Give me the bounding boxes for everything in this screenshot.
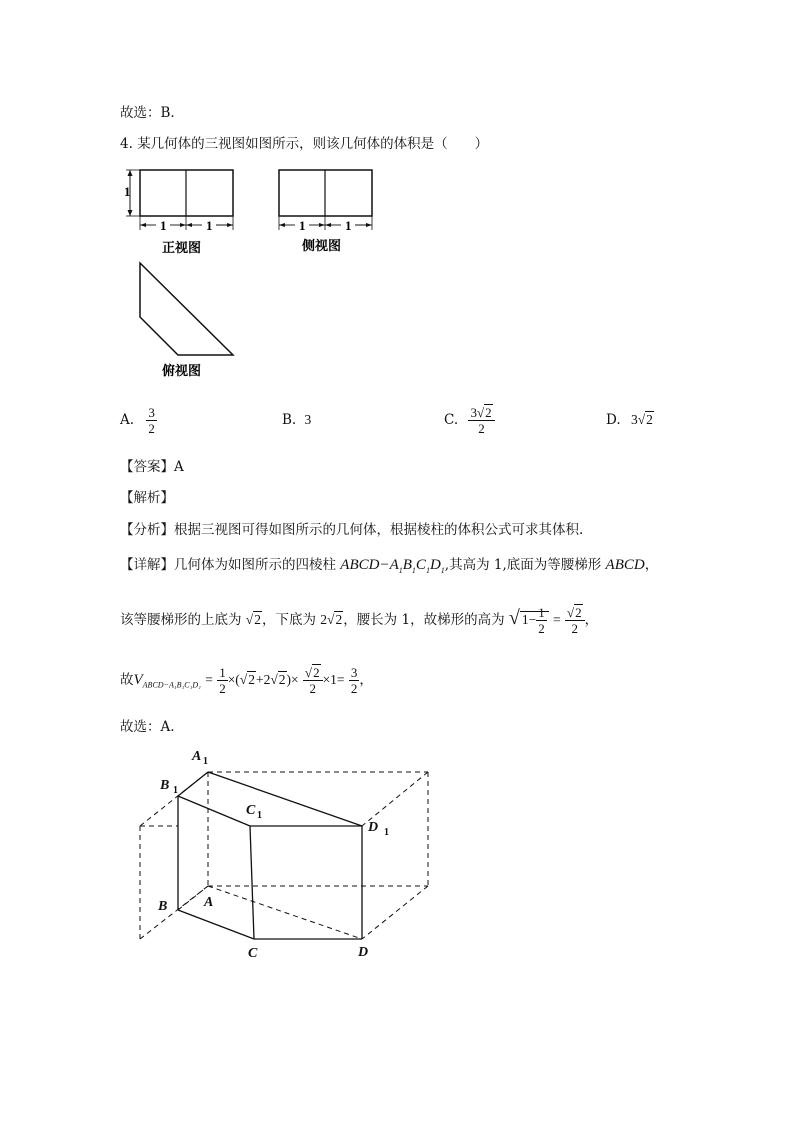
half-den: 2: [538, 621, 545, 637]
detail-line-1: 【详解】几何体为如图所示的四棱柱 $ABCD-A_1B_1C_1D_1$,其高为 1,底面为等腰梯形 ABCD，: [120, 557, 659, 575]
label-A: A: [204, 895, 214, 910]
option-b[interactable]: [282, 411, 311, 429]
question-text: 某几何体的三视图如图所示，则该几何体的体积是（ ）: [137, 136, 489, 152]
label-D1: D: [368, 820, 379, 835]
detail-line-3: 故$V_{ABCD-A_1B_1C_1D_1}$ = $\frac{1}{2}$ ×(√2+2√2)× $\frac{√2}{2}$ ×1= $\frac{3}{2}$ ，: [120, 665, 373, 696]
top-view-caption: 俯视图: [162, 363, 202, 378]
option-b-label: B.: [282, 412, 297, 428]
fenxi-tag: 【分析】: [120, 522, 174, 538]
front-view-caption: 正视图: [162, 240, 202, 255]
vol-r2-c: 2: [313, 665, 320, 680]
line2-a: 该等腰梯形的上底为: [120, 612, 242, 628]
option-d-coef: 3: [630, 412, 638, 427]
answer-line: [120, 458, 184, 476]
option-b-value: 3: [304, 412, 312, 427]
three-views-figure: [118, 162, 388, 387]
option-c-denominator: 2: [478, 421, 485, 436]
top-view-trapezoid: [140, 263, 233, 355]
line2-c: ，腰长为 1，故梯形的高为: [343, 612, 505, 628]
prism-name: ABCD−A: [340, 557, 399, 573]
option-a[interactable]: [120, 398, 157, 442]
detail-text-2: ,其高为 1,底面为等腰梯形: [444, 557, 602, 573]
side-width-label-1: 1: [299, 218, 306, 233]
label-C1: C: [246, 803, 256, 818]
prev-answer: 故选：B.: [120, 105, 175, 121]
line2-b: ，下底为: [261, 612, 316, 628]
fenxi-text: 根据三视图可得如图所示的几何体，根据棱柱的体积公式可求其体积.: [174, 522, 584, 538]
vol-r2-a: 2: [248, 672, 255, 687]
option-d[interactable]: D. 3√2: [606, 412, 653, 428]
option-a-denominator: 2: [148, 421, 155, 436]
vol-expr-c: )×: [286, 672, 299, 687]
lower-base-radicand: 2: [335, 612, 343, 627]
question-stem: [120, 135, 488, 153]
volume-subscript: ABCD−A₁B₁C₁D₁: [142, 680, 201, 690]
vol-result-num: 3: [350, 665, 358, 680]
option-a-numerator: 3: [148, 405, 155, 420]
vol-result-den: 2: [350, 681, 358, 696]
analysis-tag: 【解析】: [120, 490, 174, 506]
height-sqrt-inner: 1−: [521, 612, 537, 627]
fenxi-line: [120, 521, 583, 539]
height-sqrt: √: [508, 607, 520, 629]
question-number: 4.: [120, 136, 133, 152]
label-A1-sub: 1: [203, 756, 208, 767]
detail-tag: 【详解】: [120, 557, 174, 573]
prism-figure: [130, 740, 440, 970]
detail-line-2: 该等腰梯形的上底为 √2，下底为 2√2，腰长为 1，故梯形的高为 √ 1− $\frac{1}{2}$ = $\frac{√2}{2}$ ，: [120, 605, 599, 637]
height-result-radicand: 2: [575, 605, 582, 620]
label-A1: A: [192, 749, 202, 764]
detail-text-1: 几何体为如图所示的四棱柱: [174, 557, 336, 573]
answer-value: A: [174, 459, 184, 475]
option-c-label: C.: [444, 412, 459, 428]
option-c-coef: 3: [470, 405, 477, 420]
label-C: C: [248, 946, 258, 961]
label-B1-sub: 1: [173, 785, 178, 796]
option-a-label: A.: [120, 412, 135, 428]
label-B1: B: [160, 778, 170, 793]
upper-base-radicand: 2: [254, 612, 261, 627]
conclusion: 故选：A.: [120, 719, 175, 735]
vol-half-num: 1: [219, 665, 226, 680]
vol-r2-b: 2: [278, 672, 286, 687]
vol-expr-d: ×1=: [322, 672, 345, 687]
answer-tag: 【答案】: [120, 459, 174, 475]
option-d-radicand: 2: [646, 412, 653, 427]
vol-expr-b: +2: [255, 672, 271, 687]
vol-expr-a: ×(: [227, 672, 240, 687]
side-width-label-2: 1: [345, 218, 352, 233]
label-D: D: [358, 945, 369, 960]
label-B: B: [158, 899, 168, 914]
half-num: 1: [538, 605, 545, 621]
front-width-label-2: 1: [206, 218, 213, 233]
eq-sign: =: [553, 612, 561, 627]
side-view-caption: 侧视图: [302, 238, 342, 253]
vol-den-2: 2: [309, 681, 316, 696]
option-c-radicand: 2: [485, 405, 492, 420]
vol-half-den: 2: [219, 681, 226, 696]
height-label: 1: [124, 184, 131, 199]
label-D1-sub: 1: [384, 827, 389, 838]
base-name: ABCD: [605, 557, 645, 573]
height-result-den: 2: [571, 621, 579, 636]
line3-a: 故: [120, 672, 134, 688]
lower-base-coef: 2: [320, 612, 328, 627]
option-d-label: D.: [606, 412, 621, 428]
front-width-label-1: 1: [160, 218, 167, 233]
option-c[interactable]: C. $\frac{3√2}{2}$: [444, 398, 495, 442]
label-C1-sub: 1: [257, 810, 262, 821]
